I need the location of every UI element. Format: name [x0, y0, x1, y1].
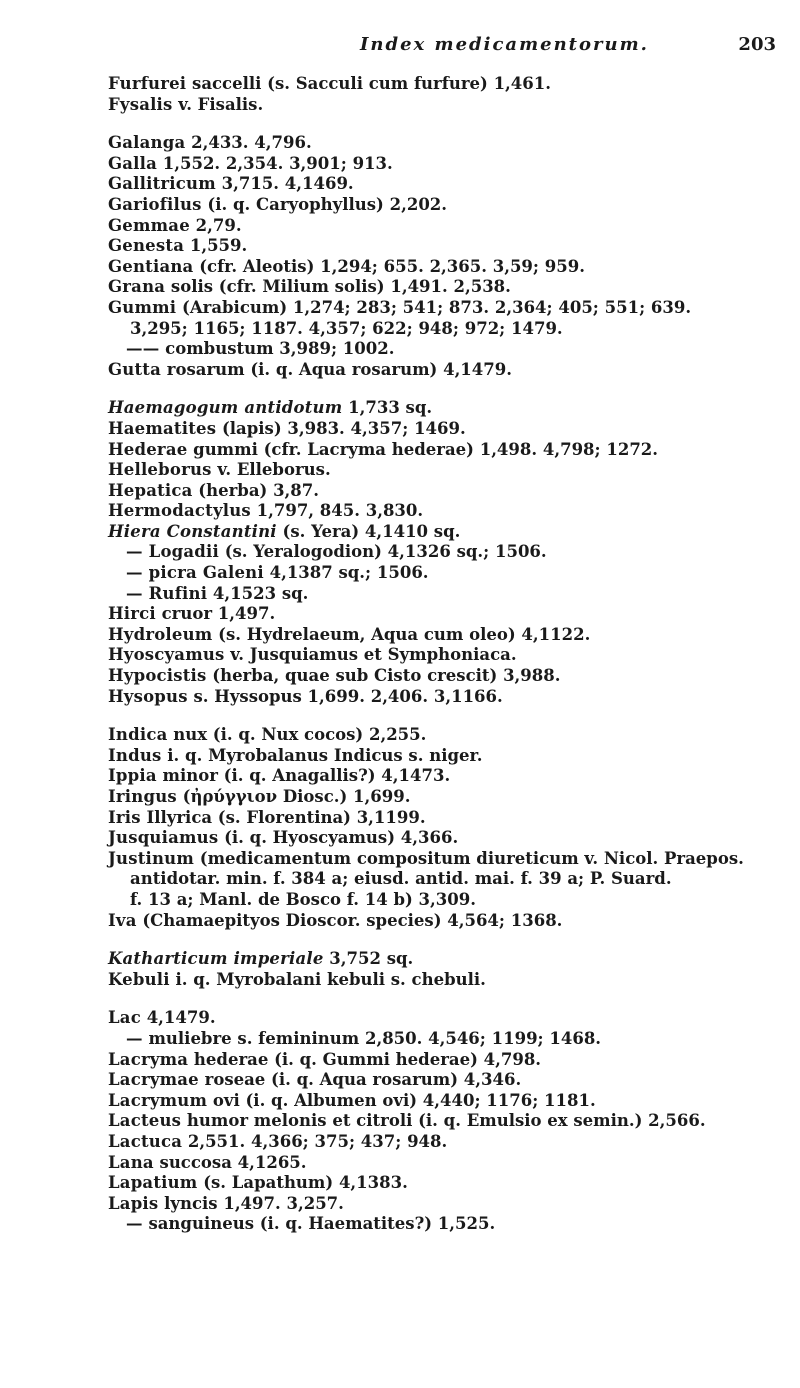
entry-references: 3,295; 1165; 1187. 4,357; 622; 948; 972; 1479. — [130, 318, 563, 338]
entry-headword: Lana — [108, 1152, 154, 1172]
entry-references: 2,79. — [189, 215, 242, 235]
index-entry — [108, 849, 786, 870]
index-entry — [108, 257, 786, 278]
entry-references: (cfr. Aleotis) 1,294; 655. 2,365. 3,59; 959. — [193, 256, 585, 276]
entry-headword: Indica — [108, 725, 168, 745]
index-letter-group — [108, 74, 786, 115]
index-entry — [108, 1132, 786, 1153]
entry-headword: Lapis — [108, 1193, 159, 1213]
entry-references: (Arabicum) 1,274; 283; 541; 873. 2,364; 405; 551; 639. — [176, 297, 692, 317]
entry-headword: Hederae — [108, 439, 188, 459]
entry-headword: Jusquiamus — [108, 828, 219, 848]
entry-references: nux (i. q. Nux cocos) 2,255. — [167, 725, 427, 745]
entry-headword: Gallitricum — [108, 174, 216, 194]
index-entry — [108, 1194, 786, 1215]
index-entry — [108, 1214, 786, 1235]
index-letter-group — [108, 1008, 786, 1235]
entry-headword: Lacteus — [108, 1111, 182, 1131]
entry-headword: Iris — [108, 807, 141, 827]
entry-references: (ἠρύγγιον Diosc.) 1,699. — [176, 787, 411, 806]
entry-references: sanguineus (i. q. Haematites?) 1,525. — [142, 1214, 496, 1234]
entry-headword: Hiera Constantini — [108, 521, 277, 541]
index-entry — [108, 828, 786, 849]
index-entry — [108, 133, 786, 154]
entry-headword: Hydroleum — [108, 624, 213, 644]
index-entry-continuation — [108, 869, 786, 890]
index-entry — [108, 74, 786, 95]
entry-headword: Lactuca — [108, 1131, 183, 1151]
entry-headword: Gutta — [108, 359, 162, 379]
entry-references: 1,559. — [184, 236, 248, 256]
entry-headword: Galla — [108, 153, 158, 173]
entry-headword: Katharticum imperiale — [108, 949, 324, 969]
entry-references: ovi (i. q. Albumen ovi) 4,440; 1176; 1181. — [207, 1090, 596, 1110]
entry-headword: — — [126, 1028, 143, 1048]
entry-references: s. Hyssopus 1,699. 2,406. 3,1166. — [187, 686, 503, 706]
entry-headword: Justinum — [108, 848, 195, 868]
entry-references: (Chamaepityos Dioscor. species) 4,564; 1368. — [136, 910, 563, 930]
entry-references: cruor 1,497. — [155, 604, 276, 624]
index-letter-group — [108, 398, 786, 707]
entry-headword: — picra Galeni — [126, 563, 264, 583]
entry-headword: Fysalis — [108, 94, 173, 114]
entry-references: (i. q. Hyoscyamus) 4,366. — [218, 828, 459, 848]
entry-headword: — Rufini — [126, 583, 208, 603]
index-entry — [108, 625, 786, 646]
entry-headword: Hirci — [108, 604, 156, 624]
entry-references: f. 13 a; Manl. de Bosco f. 14 b) 3,309. — [130, 889, 476, 909]
entry-headword: Lac — [108, 1008, 141, 1028]
index-entry — [108, 949, 786, 970]
entry-headword: Ippia — [108, 766, 157, 786]
entry-references: saccelli (s. Sacculi cum furfure) 1,461. — [186, 74, 551, 93]
header-title: Index medicamentorum. — [360, 34, 649, 55]
index-entry — [108, 298, 786, 319]
entry-references: v. Fisalis. — [172, 94, 264, 114]
index-entry — [108, 1173, 786, 1194]
index-entry — [108, 195, 786, 216]
index-letter-group — [108, 725, 786, 931]
index-entry — [108, 687, 786, 708]
index-entry-continuation — [108, 319, 786, 340]
entry-references: (herba, quae sub Cisto crescit) 3,988. — [206, 666, 561, 686]
index-entry — [108, 787, 786, 808]
entry-references: v. Jusquiamus et Symphoniaca. — [224, 645, 517, 665]
entry-references: 2,433. 4,796. — [185, 133, 312, 153]
index-entry — [108, 1091, 786, 1112]
entry-references: hederae (i. q. Gummi hederae) 4,798. — [188, 1049, 542, 1069]
entry-references: minor (i. q. Anagallis?) 4,1473. — [156, 766, 451, 786]
entry-headword: Indus — [108, 745, 162, 765]
index-entry — [108, 481, 786, 502]
index-entry — [108, 542, 786, 563]
entry-headword: Grana — [108, 277, 166, 297]
index-entry — [108, 746, 786, 767]
entry-headword: Hyoscyamus — [108, 645, 225, 665]
entry-references: (lapis) 3,983. 4,357; 1469. — [216, 418, 466, 438]
entry-headword: Haemagogum antidotum — [108, 398, 343, 418]
entry-headword: Hepatica — [108, 480, 193, 500]
entry-references: i. q. Myrobalanus Indicus s. niger. — [161, 745, 483, 765]
entry-references: (s. Lapathum) 4,1383. — [197, 1173, 408, 1193]
index-entry — [108, 1050, 786, 1071]
index-entry — [108, 1008, 786, 1029]
entry-references: humor melonis et citroli (i. q. Emulsio ex semin.) 2,566. — [181, 1111, 706, 1131]
entry-headword: Haematites — [108, 418, 217, 438]
index-entry — [108, 339, 786, 360]
entry-references: Illyrica (s. Florentina) 3,1199. — [140, 807, 426, 827]
entry-headword: Gentiana — [108, 256, 194, 276]
entry-headword: Furfurei — [108, 74, 187, 93]
index-entry — [108, 216, 786, 237]
entry-headword: Iringus — [108, 787, 177, 806]
index-entry — [108, 584, 786, 605]
entry-headword: —— — [126, 339, 160, 359]
index-entry — [108, 277, 786, 298]
index-entry — [108, 604, 786, 625]
index-entries — [108, 74, 786, 1253]
entry-headword: Lapatium — [108, 1173, 198, 1193]
entry-headword: Galanga — [108, 133, 186, 153]
entry-headword: Hermodactylus — [108, 501, 251, 521]
index-entry — [108, 766, 786, 787]
entry-references: (s. Yeralogodion) 4,1326 sq.; 1506. — [218, 542, 547, 562]
entry-headword: Gariofilus — [108, 194, 202, 214]
entry-headword: Lacrymum — [108, 1090, 208, 1110]
index-entry — [108, 970, 786, 991]
index-entry — [108, 460, 786, 481]
entry-references: (s. Hydrelaeum, Aqua cum oleo) 4,1122. — [212, 624, 591, 644]
entry-headword: Lacrymae — [108, 1070, 199, 1090]
index-entry — [108, 419, 786, 440]
entry-references: (herba) 3,87. — [192, 480, 319, 500]
index-entry — [108, 1029, 786, 1050]
index-letter-group — [108, 949, 786, 990]
index-entry — [108, 95, 786, 116]
index-entry — [108, 645, 786, 666]
entry-references: gummi (cfr. Lacryma hederae) 1,498. 4,798; 1272. — [187, 439, 659, 459]
entry-references: 3,752 sq. — [323, 949, 414, 969]
entry-references: (s. Yera) 4,1410 sq. — [276, 521, 461, 541]
index-entry — [108, 1153, 786, 1174]
entry-headword: Genesta — [108, 236, 185, 256]
entry-references: 1,733 sq. — [342, 398, 433, 418]
entry-references: 1,552. 2,354. 3,901; 913. — [157, 153, 393, 173]
index-entry — [108, 440, 786, 461]
index-entry — [108, 1070, 786, 1091]
index-entry — [108, 174, 786, 195]
entry-references: 2,551. 4,366; 375; 437; 948. — [182, 1131, 448, 1151]
entry-references: 1,797, 845. 3,830. — [250, 501, 424, 521]
entry-references: antidotar. min. f. 384 a; eiusd. antid. mai. f. 39 a; P. Suard. — [130, 869, 672, 889]
entry-references: 3,715. 4,1469. — [215, 174, 354, 194]
index-entry — [108, 911, 786, 932]
entry-references: muliebre s. femininum 2,850. 4,546; 1199; 1468. — [142, 1028, 602, 1048]
entry-references: 4,1387 sq.; 1506. — [263, 563, 429, 583]
index-entry — [108, 398, 786, 419]
index-entry — [108, 154, 786, 175]
entry-references: succosa 4,1265. — [153, 1152, 307, 1172]
entry-references: roseae (i. q. Aqua rosarum) 4,346. — [198, 1070, 522, 1090]
entry-references: solis (cfr. Milium solis) 1,491. 2,538. — [165, 277, 511, 297]
page-number: 203 — [738, 34, 776, 55]
entry-headword: — — [126, 1214, 143, 1234]
index-entry — [108, 501, 786, 522]
index-entry — [108, 666, 786, 687]
entry-references: (medicamentum compositum diureticum v. Nicol. Praepos. — [194, 848, 744, 868]
entry-headword: Gemmae — [108, 215, 190, 235]
index-entry — [108, 1111, 786, 1132]
entry-headword: Kebuli — [108, 969, 170, 989]
index-entry — [108, 725, 786, 746]
index-entry-continuation — [108, 890, 786, 911]
entry-headword: Hypocistis — [108, 666, 207, 686]
entry-references: lyncis 1,497. 3,257. — [158, 1193, 344, 1213]
entry-references: (i. q. Caryophyllus) 2,202. — [201, 194, 448, 214]
entry-headword: Helleborus — [108, 460, 212, 480]
entry-references: 4,1479. — [140, 1008, 216, 1028]
index-entry — [108, 236, 786, 257]
index-entry — [108, 808, 786, 829]
entry-headword: Hysopus — [108, 686, 188, 706]
entry-headword: Lacryma — [108, 1049, 189, 1069]
entry-headword: Gummi — [108, 297, 177, 317]
entry-headword: — Logadii — [126, 542, 219, 562]
running-header — [360, 32, 776, 58]
entry-references: 4,1523 sq. — [207, 583, 309, 603]
entry-references: i. q. Myrobalani kebuli s. chebuli. — [169, 969, 486, 989]
entry-references: v. Elleborus. — [211, 460, 331, 480]
entry-references: rosarum (i. q. Aqua rosarum) 4,1479. — [161, 359, 512, 379]
entry-headword: Iva — [108, 910, 137, 930]
index-entry — [108, 522, 786, 543]
entry-references: combustum 3,989; 1002. — [159, 339, 395, 359]
index-letter-group — [108, 133, 786, 380]
index-entry — [108, 360, 786, 381]
index-entry — [108, 563, 786, 584]
